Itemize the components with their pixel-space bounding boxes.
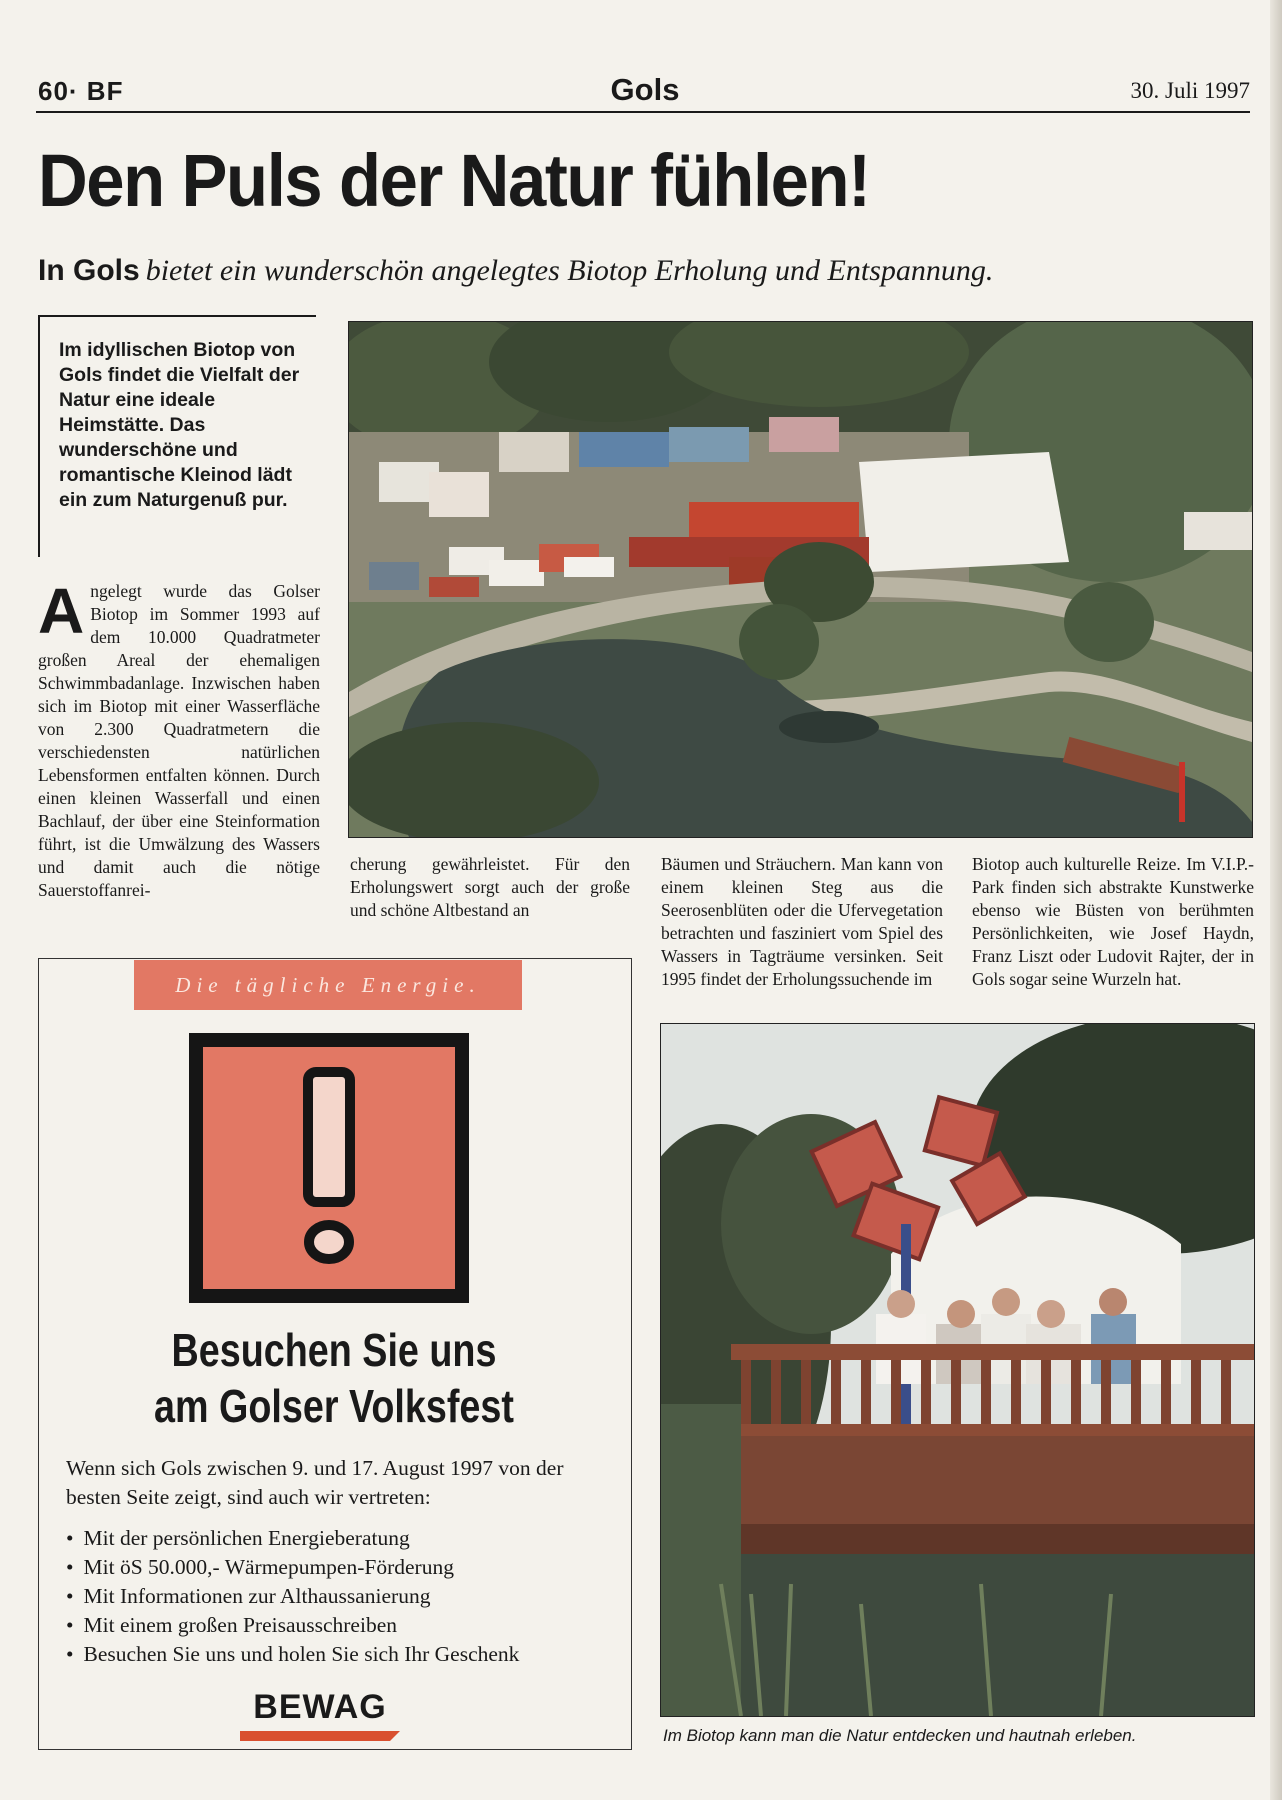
list-item: • Besuchen Sie uns und holen Sie sich Ihr Geschenk [66, 1640, 519, 1669]
page-number: 60· BF [38, 76, 124, 106]
ad-title-line-2: am Golser Volksfest [154, 1380, 514, 1432]
bewag-logo-swoosh [240, 1728, 400, 1740]
article-column-1 [38, 575, 320, 902]
bewag-logo: BEWAG [253, 1688, 387, 1726]
ad-intro-text: Wenn sich Gols zwischen 9. und 17. August 1997 von der besten Seite zeigt, sind auch wir vertreten: [66, 1456, 564, 1509]
column-1-text: ngelegt wurde das Golser Biotop im Sommer 1993 auf dem 10.000 Quadratmeter großen Areal der ehemaligen Schwimmbadanlage. Inzwischen haben sich im Biotop mit einer Wasserfläche von 2.300 Quadratmetern die verschiedensten natürlichen Lebensformen entfalten können. Durch einen kleinen Wasserfall und einen Bachlauf, der über eine Steinformation führt, ist die Umwälzung des Wassers und damit auch die nötige Sauerstoffanrei- [38, 581, 320, 900]
list-item: • Mit der persönlichen Energieberatung [66, 1524, 519, 1553]
photo-aerial-biotope [348, 321, 1253, 838]
article-intro: Im idyllischen Biotop von Gols findet die Vielfalt der Natur eine ideale Heimstätte. Das wunderschöne und romantische Kleinod lädt ein zum Naturgenuß pur. [59, 339, 300, 511]
ad-bullet-list [66, 1524, 519, 1669]
photo-bridge-visitors [660, 1023, 1255, 1717]
exclamation-icon [188, 1032, 470, 1304]
article-headline: Den Puls der Natur fühlen! [38, 139, 870, 222]
article-subhead [38, 254, 993, 288]
bridge-photo-illustration [661, 1024, 1254, 1716]
list-item: • Mit Informationen zur Althaussanierung [66, 1582, 519, 1611]
section-title: Gols [610, 72, 680, 107]
article-column-2: cherung gewährleistet. Für den Erholungswert sorgt auch der große und schöne Altbestand an [350, 854, 630, 920]
photo-caption: Im Biotop kann man die Natur entdecken und hautnah erleben. [663, 1726, 1137, 1745]
issue-date: 30. Juli 1997 [1130, 78, 1250, 103]
ad-title [91, 1322, 576, 1434]
article-column-3: Bäumen und Sträuchern. Man kann von einem kleinen Steg aus die Seerosenblüten oder die Ufervegetation betrachten und fasziniert vom Spiel des Wassers in Tagträume versinken. Seit 1995 findet der Erholungssuchende im [661, 854, 943, 989]
drop-cap: A [38, 575, 85, 647]
subhead-rest: bietet ein wunderschön angelegtes Biotop Erholung und Entspannung. [145, 254, 994, 287]
header-rule [36, 111, 1250, 113]
article-column-4: Biotop auch kulturelle Reize. Im V.I.P.-Park finden sich abstrakte Kunstwerke ebenso wie Büsten von berühmten Persönlichkeiten, wie Josef Haydn, Franz Liszt oder Ludovit Rajter, der in Gols sogar seine Wurzeln hat. [972, 854, 1254, 989]
ad-title-line-1: Besuchen Sie uns [171, 1324, 497, 1376]
page-edge [1270, 0, 1282, 1800]
list-item: • Mit öS 50.000,- Wärmepumpen-Förderung [66, 1553, 519, 1582]
aerial-photo-illustration [349, 322, 1252, 837]
subhead-lead: In Gols [38, 254, 140, 287]
list-item: • Mit einem großen Preisausschreiben [66, 1611, 519, 1640]
ad-banner: Die tägliche Energie. [134, 960, 522, 1010]
